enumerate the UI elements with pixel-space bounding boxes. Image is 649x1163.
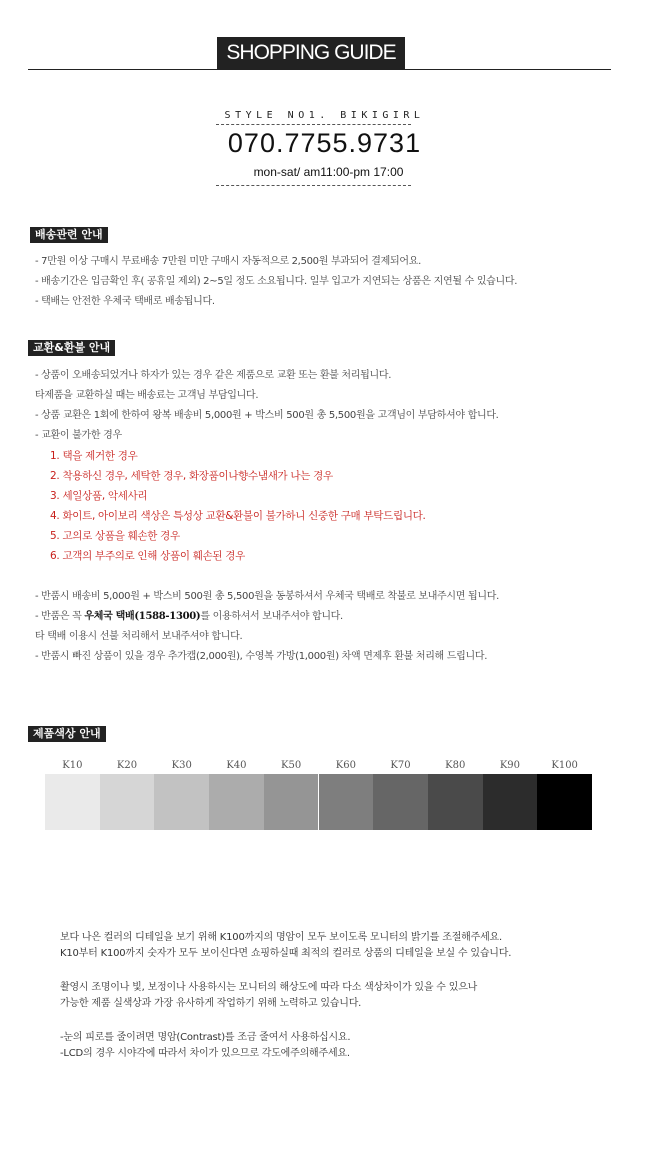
restriction-item: 2. 착용하신 경우, 세탁한 경우, 화장품이나향수냄새가 나는 경우 bbox=[50, 470, 333, 482]
swatch-k30 bbox=[154, 774, 209, 830]
shipping-line: - 7만원 이상 구매시 무료배송 7만원 미만 구매시 자동적으로 2,500원 부과되어 결제되어요. bbox=[35, 256, 421, 267]
restriction-item: 4. 화이트, 아이보리 색상은 특성상 교환&환불이 불가하니 신중한 구매 부탁드립니다. bbox=[50, 510, 426, 522]
color-note: 보다 나은 컬러의 디테일을 보기 위해 K100까지의 명암이 모두 보이도록 모니터의 밝기를 조절해주세요. bbox=[60, 932, 502, 943]
return-line-suffix: 를 이용하셔서 보내주셔야 합니다. bbox=[200, 611, 343, 622]
phone-number: 070.7755.9731 bbox=[227, 128, 422, 158]
swatch-k40 bbox=[209, 774, 264, 830]
swatch-labels bbox=[45, 760, 592, 774]
color-swatch-strip bbox=[45, 774, 592, 830]
color-note: 가능한 제품 실색상과 가장 유사하게 작업하기 위해 노력하고 있습니다. bbox=[60, 998, 362, 1009]
color-note: 촬영시 조명이나 빛, 보정이나 사용하시는 모니터의 해상도에 따라 다소 색상차이가 있을 수 있으나 bbox=[60, 982, 478, 993]
color-section-title: 제품색상 안내 bbox=[28, 726, 106, 742]
exchange-line: - 상품 교환은 1회에 한하여 왕복 배송비 5,000원 + 박스비 500원 총 5,500원을 고객님이 부담하셔야 합니다. bbox=[35, 410, 499, 421]
restriction-item: 1. 택을 제거한 경우 bbox=[50, 450, 138, 462]
exchange-line: - 상품이 오배송되었거나 하자가 있는 경우 같은 제품으로 교환 또는 환불 처리됩니다. bbox=[35, 370, 392, 381]
swatch-label: K20 bbox=[116, 760, 138, 771]
swatch-label: K50 bbox=[281, 760, 302, 771]
color-note: -LCD의 경우 시야각에 따라서 차이가 있으므로 각도에주의해주세요. bbox=[60, 1048, 350, 1059]
post-office-courier: 우체국 택배(1588-1300) bbox=[84, 611, 201, 622]
swatch-label: K90 bbox=[499, 760, 521, 771]
swatch-label: K100 bbox=[551, 760, 578, 771]
shipping-line: - 택배는 안전한 우체국 택배로 배송됩니다. bbox=[35, 296, 215, 307]
swatch-label: K10 bbox=[62, 760, 83, 771]
swatch-label: K70 bbox=[390, 760, 411, 771]
restriction-item: 3. 세일상품, 악세사리 bbox=[50, 490, 148, 502]
hours-divider bbox=[216, 185, 411, 186]
shipping-line: - 배송기간은 입금확인 후( 공휴일 제외) 2~5일 정도 소요됩니다. 일부 입고가 지연되는 상품은 지연될 수 있습니다. bbox=[35, 276, 518, 287]
swatch-k20 bbox=[100, 774, 155, 830]
swatch-k100 bbox=[537, 774, 592, 830]
style-divider bbox=[216, 124, 411, 125]
exchange-line: - 교환이 불가한 경우 bbox=[35, 430, 122, 441]
swatch-k90 bbox=[483, 774, 538, 830]
exchange-line: 타제품을 교환하실 때는 배송료는 고객님 부담입니다. bbox=[35, 390, 259, 401]
swatch-label: K60 bbox=[335, 760, 356, 771]
swatch-k80 bbox=[428, 774, 483, 830]
swatch-k50 bbox=[264, 774, 319, 830]
swatch-k70 bbox=[373, 774, 428, 830]
exchange-section-title: 교환&환불 안내 bbox=[28, 340, 115, 356]
color-note: -눈의 피로를 줄이려면 명암(Contrast)를 조금 줄여서 사용하십시요. bbox=[60, 1032, 351, 1043]
header-divider bbox=[28, 69, 611, 70]
restriction-item: 6. 고객의 부주의로 인해 상품이 훼손된 경우 bbox=[50, 550, 245, 562]
return-line: 타 택배 이용시 선불 처리해서 보내주셔야 합니다. bbox=[35, 631, 243, 642]
return-line: - 반품시 빠진 상품이 있을 경우 추가캡(2,000원), 수영복 가방(1,000원) 차액 면제후 환불 처리해 드립니다. bbox=[35, 651, 488, 662]
swatch-k60 bbox=[319, 774, 374, 830]
swatch-label: K30 bbox=[171, 760, 192, 771]
style-number: STYLE NO1. BIKIGIRL bbox=[224, 110, 425, 121]
swatch-k10 bbox=[45, 774, 100, 830]
color-note: K10부터 K100까지 숫자가 모두 보이신다면 쇼핑하실때 최적의 컬러로 상품의 디테일을 보실 수 있습니다. bbox=[60, 948, 512, 959]
swatch-label: K80 bbox=[445, 760, 466, 771]
return-line-prefix: - 반품은 꼭 bbox=[35, 611, 85, 622]
return-line: - 반품시 배송비 5,000원 + 박스비 500원 총 5,500원을 동봉하셔서 우체국 택배로 착불로 보내주시면 됩니다. bbox=[35, 591, 499, 602]
page-title: SHOPPING GUIDE bbox=[217, 37, 405, 69]
restriction-item: 5. 고의로 상품을 훼손한 경우 bbox=[50, 530, 180, 542]
swatch-label: K40 bbox=[226, 760, 247, 771]
shipping-section-title: 배송관련 안내 bbox=[30, 227, 108, 243]
business-hours: mon-sat/ am11:00-pm 17:00 bbox=[253, 165, 404, 179]
return-line bbox=[35, 610, 343, 624]
